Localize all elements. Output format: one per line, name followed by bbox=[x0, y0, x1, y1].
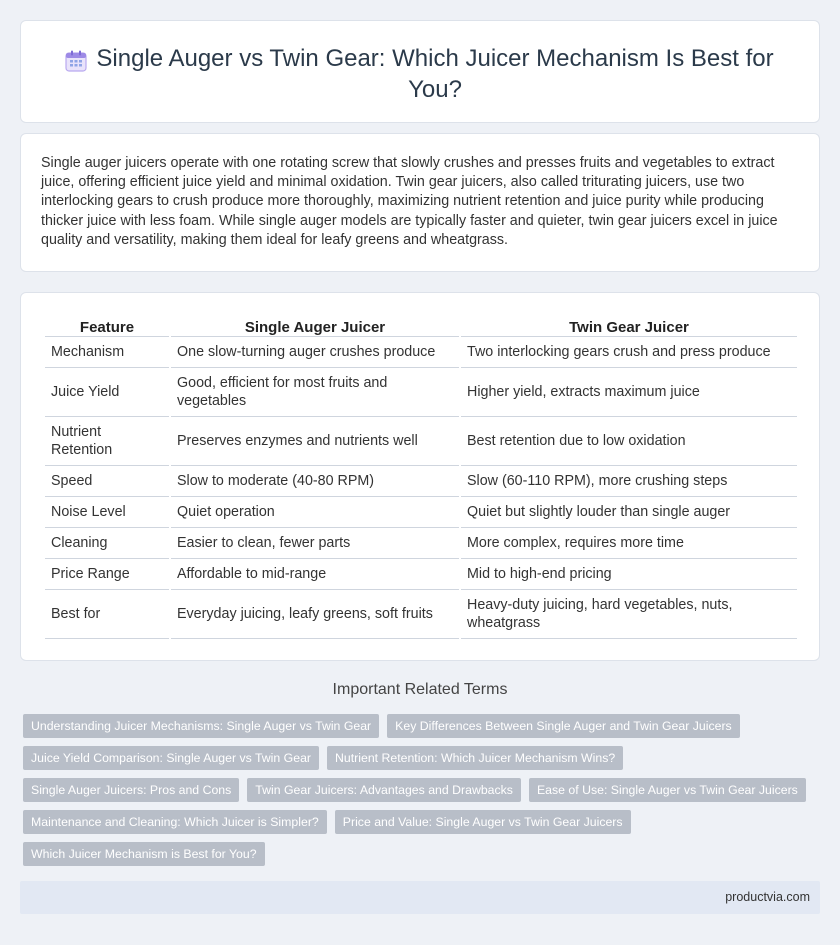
twin-gear-cell: Two interlocking gears crush and press produce bbox=[461, 337, 797, 368]
feature-cell: Noise Level bbox=[45, 497, 169, 528]
header-single-auger: Single Auger Juicer bbox=[171, 315, 459, 337]
single-auger-cell: Good, efficient for most fruits and vegetables bbox=[171, 368, 459, 417]
single-auger-cell: Easier to clean, fewer parts bbox=[171, 528, 459, 559]
feature-cell: Nutrient Retention bbox=[45, 417, 169, 466]
feature-cell: Best for bbox=[45, 590, 169, 639]
comparison-card bbox=[20, 292, 820, 661]
twin-gear-cell: Slow (60-110 RPM), more crushing steps bbox=[461, 466, 797, 497]
related-term-tag[interactable]: Nutrient Retention: Which Juicer Mechanism Wins? bbox=[327, 746, 623, 770]
table-row bbox=[45, 466, 797, 497]
related-term-tag[interactable]: Single Auger Juicers: Pros and Cons bbox=[23, 778, 239, 802]
feature-cell: Price Range bbox=[45, 559, 169, 590]
footer-site-link[interactable]: productvia.com bbox=[725, 890, 810, 904]
feature-cell: Mechanism bbox=[45, 337, 169, 368]
related-term-tag[interactable]: Twin Gear Juicers: Advantages and Drawbacks bbox=[247, 778, 521, 802]
related-term-tag[interactable]: Which Juicer Mechanism is Best for You? bbox=[23, 842, 265, 866]
related-term-tag[interactable]: Maintenance and Cleaning: Which Juicer is Simpler? bbox=[23, 810, 327, 834]
summary-card bbox=[20, 133, 820, 272]
related-term-tag[interactable]: Ease of Use: Single Auger vs Twin Gear Juicers bbox=[529, 778, 806, 802]
title-card bbox=[20, 20, 820, 123]
related-terms-heading: Important Related Terms bbox=[332, 681, 508, 698]
feature-cell: Juice Yield bbox=[45, 368, 169, 417]
table-row bbox=[45, 337, 797, 368]
table-row bbox=[45, 497, 797, 528]
single-auger-cell: Affordable to mid-range bbox=[171, 559, 459, 590]
table-row bbox=[45, 368, 797, 417]
related-term-tag[interactable]: Juice Yield Comparison: Single Auger vs Twin Gear bbox=[23, 746, 319, 770]
related-terms-list bbox=[23, 714, 803, 874]
twin-gear-cell: Higher yield, extracts maximum juice bbox=[461, 368, 797, 417]
related-term-tag[interactable]: Understanding Juicer Mechanisms: Single Auger vs Twin Gear bbox=[23, 714, 379, 738]
twin-gear-cell: Heavy-duty juicing, hard vegetables, nuts, wheatgrass bbox=[461, 590, 797, 639]
twin-gear-cell: Quiet but slightly louder than single auger bbox=[461, 497, 797, 528]
table-row bbox=[45, 528, 797, 559]
related-term-tag[interactable]: Key Differences Between Single Auger and Twin Gear Juicers bbox=[387, 714, 740, 738]
table-row bbox=[45, 590, 797, 639]
single-auger-cell: Slow to moderate (40-80 RPM) bbox=[171, 466, 459, 497]
single-auger-cell: Preserves enzymes and nutrients well bbox=[171, 417, 459, 466]
page-title: Single Auger vs Twin Gear: Which Juicer Mechanism Is Best for You? bbox=[96, 45, 774, 103]
related-term-tag[interactable]: Price and Value: Single Auger vs Twin Gear Juicers bbox=[335, 810, 631, 834]
feature-cell: Speed bbox=[45, 466, 169, 497]
table-row bbox=[45, 417, 797, 466]
header-twin-gear: Twin Gear Juicer bbox=[461, 315, 797, 337]
comparison-table bbox=[43, 315, 799, 639]
table-header-row bbox=[45, 315, 797, 337]
single-auger-cell: Everyday juicing, leafy greens, soft fruits bbox=[171, 590, 459, 639]
single-auger-cell: Quiet operation bbox=[171, 497, 459, 528]
header-feature: Feature bbox=[45, 315, 169, 337]
table-row bbox=[45, 559, 797, 590]
single-auger-cell: One slow-turning auger crushes produce bbox=[171, 337, 459, 368]
summary-text: Single auger juicers operate with one rotating screw that slowly crushes and presses fruits and vegetables to extract juice, offering efficient juice yield and minimal oxidation. Twin gear juicers, also called triturating juicers, use two interlocking gears to crush produce more thoroughly, maximizing nutrient retention and juice purity while producing thicker juice with less foam. While single auger models are typically faster and quieter, twin gear juicers excel in juice quality and versatility, making them ideal for leafy greens and wheatgrass. bbox=[41, 155, 778, 248]
footer bbox=[20, 881, 820, 914]
twin-gear-cell: More complex, requires more time bbox=[461, 528, 797, 559]
twin-gear-cell: Best retention due to low oxidation bbox=[461, 417, 797, 466]
feature-cell: Cleaning bbox=[45, 528, 169, 559]
twin-gear-cell: Mid to high-end pricing bbox=[461, 559, 797, 590]
